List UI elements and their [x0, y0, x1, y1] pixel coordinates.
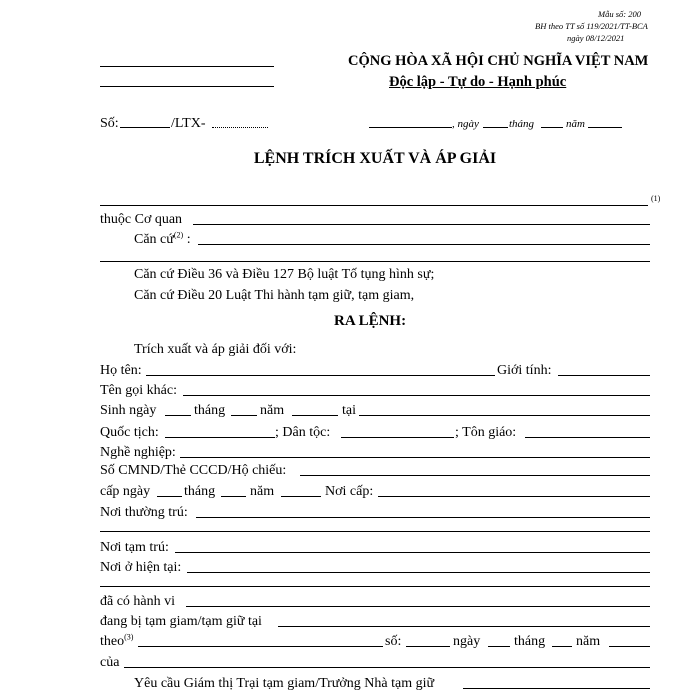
sinh-nam-label: năm — [260, 403, 285, 418]
can-cu-line-2 — [100, 261, 650, 262]
cap-ngay-label: cấp ngày — [100, 484, 151, 499]
theo-thang-blank — [552, 646, 572, 647]
theo-thang-label: tháng — [514, 634, 546, 649]
noi-thuong-tru-line-2 — [100, 531, 650, 532]
tai-line — [359, 415, 650, 416]
nam-blank — [588, 127, 622, 128]
dang-bi-line — [278, 626, 650, 627]
cap-nam-blank — [281, 496, 321, 497]
sinh-ngay-blank — [165, 415, 191, 416]
theo-nam-blank — [609, 646, 650, 647]
agency-line-1 — [100, 66, 274, 67]
ltx-blank — [212, 127, 268, 128]
cap-thang-blank — [221, 496, 246, 497]
form-code-line3: ngày 08/12/2021 — [567, 33, 625, 43]
ngay-label: , ngày — [452, 118, 479, 130]
co-quan-line — [193, 224, 650, 225]
sinh-nam-blank — [292, 415, 338, 416]
can-cu-label: Căn cứ$^{(2)}$ : — [134, 230, 191, 247]
cap-ngay-blank — [157, 496, 182, 497]
dan-toc-line — [341, 437, 454, 438]
ngay-blank — [483, 127, 508, 128]
nghe-nghiep-line — [180, 457, 650, 458]
noi-cap-line — [378, 496, 650, 497]
theo-so-blank — [406, 646, 450, 647]
thang-blank — [541, 127, 563, 128]
noi-tam-tru-line — [175, 552, 650, 553]
nam-label: năm — [566, 118, 585, 130]
thang-label: tháng — [509, 118, 535, 130]
theo-so-label: số: — [385, 634, 402, 649]
dang-bi-label: đang bị tạm giam/tạm giữ tại — [100, 614, 262, 629]
form-code-line2: BH theo TT số 119/2021/TT-BCA — [535, 21, 648, 31]
sinh-thang-label: tháng — [194, 403, 226, 418]
theo-ngay-label: ngày — [453, 634, 481, 649]
cua-line — [124, 667, 650, 668]
theo-nam-label: năm — [576, 634, 601, 649]
sinh-thang-blank — [231, 415, 257, 416]
issuer-line — [100, 205, 648, 206]
footnote-1: (1) — [651, 194, 661, 203]
cap-nam-label: năm — [250, 484, 275, 499]
place-blank — [369, 127, 452, 128]
sinh-ngay-label: Sinh ngày — [100, 403, 157, 418]
national-title: CỘNG HÒA XÃ HỘI CHỦ NGHĨA VIỆT NAM — [348, 53, 649, 69]
noi-tam-tru-label: Nơi tạm trú: — [100, 540, 169, 555]
ton-giao-label: ; Tôn giáo: — [455, 425, 517, 440]
quoc-tich-line — [165, 437, 275, 438]
so-label: Số: — [100, 116, 119, 131]
tai-label: tại — [342, 403, 356, 418]
quoc-tich-label: Quốc tịch: — [100, 425, 159, 440]
gioi-tinh-label: Giới tính: — [497, 363, 552, 378]
intro-text: Trích xuất và áp giải đối với: — [134, 342, 297, 357]
noi-thuong-tru-line — [196, 517, 650, 518]
noi-o-hien-tai-label: Nơi ở hiện tại: — [100, 560, 182, 575]
legal-basis-1: Căn cứ Điều 36 và Điều 127 Bộ luật Tố tụng hình sự; — [134, 267, 435, 282]
so-blank — [120, 127, 170, 128]
ho-ten-line — [146, 375, 495, 376]
theo-ngay-blank — [488, 646, 510, 647]
noi-o-hien-tai-line — [187, 572, 650, 573]
cap-thang-label: tháng — [184, 484, 216, 499]
motto: Độc lập - Tự do - Hạnh phúc — [389, 74, 567, 90]
noi-o-hien-tai-line-2 — [100, 586, 650, 587]
dan-toc-label: ; Dân tộc: — [275, 425, 331, 440]
can-cu-line — [198, 244, 650, 245]
da-co-hanh-vi-label: đã có hành vi — [100, 594, 176, 609]
request-text: Yêu cầu Giám thị Trại tạm giam/Trưởng Nhà tạm giữ — [134, 676, 435, 691]
cmnd-label: Số CMND/Thẻ CCCD/Hộ chiếu: — [100, 463, 287, 478]
request-line — [463, 688, 650, 689]
thuoc-co-quan-label: thuộc Cơ quan — [100, 212, 183, 227]
nghe-nghiep-label: Nghề nghiệp: — [100, 445, 176, 460]
cmnd-line — [300, 475, 650, 476]
hanh-vi-line — [186, 606, 650, 607]
cua-label: của — [100, 655, 120, 670]
ten-goi-khac-line — [183, 395, 650, 396]
theo-label: theo$^{(3)}$ — [100, 632, 134, 649]
noi-thuong-tru-label: Nơi thường trú: — [100, 505, 188, 520]
ton-giao-line — [525, 437, 650, 438]
legal-basis-2: Căn cứ Điều 20 Luật Thi hành tạm giữ, tạm giam, — [134, 288, 415, 303]
ten-goi-khac-label: Tên gọi khác: — [100, 383, 177, 398]
form-code-line1: Mẫu số: 200 — [598, 9, 641, 19]
noi-cap-label: Nơi cấp: — [325, 484, 374, 499]
ltx-label: /LTX- — [171, 116, 206, 131]
document-title: LỆNH TRÍCH XUẤT VÀ ÁP GIẢI — [253, 150, 497, 167]
theo-line — [138, 646, 383, 647]
order-heading: RA LỆNH: — [334, 313, 407, 329]
gioi-tinh-line — [558, 375, 650, 376]
ho-ten-label: Họ tên: — [100, 363, 142, 378]
agency-line-2 — [100, 86, 274, 87]
